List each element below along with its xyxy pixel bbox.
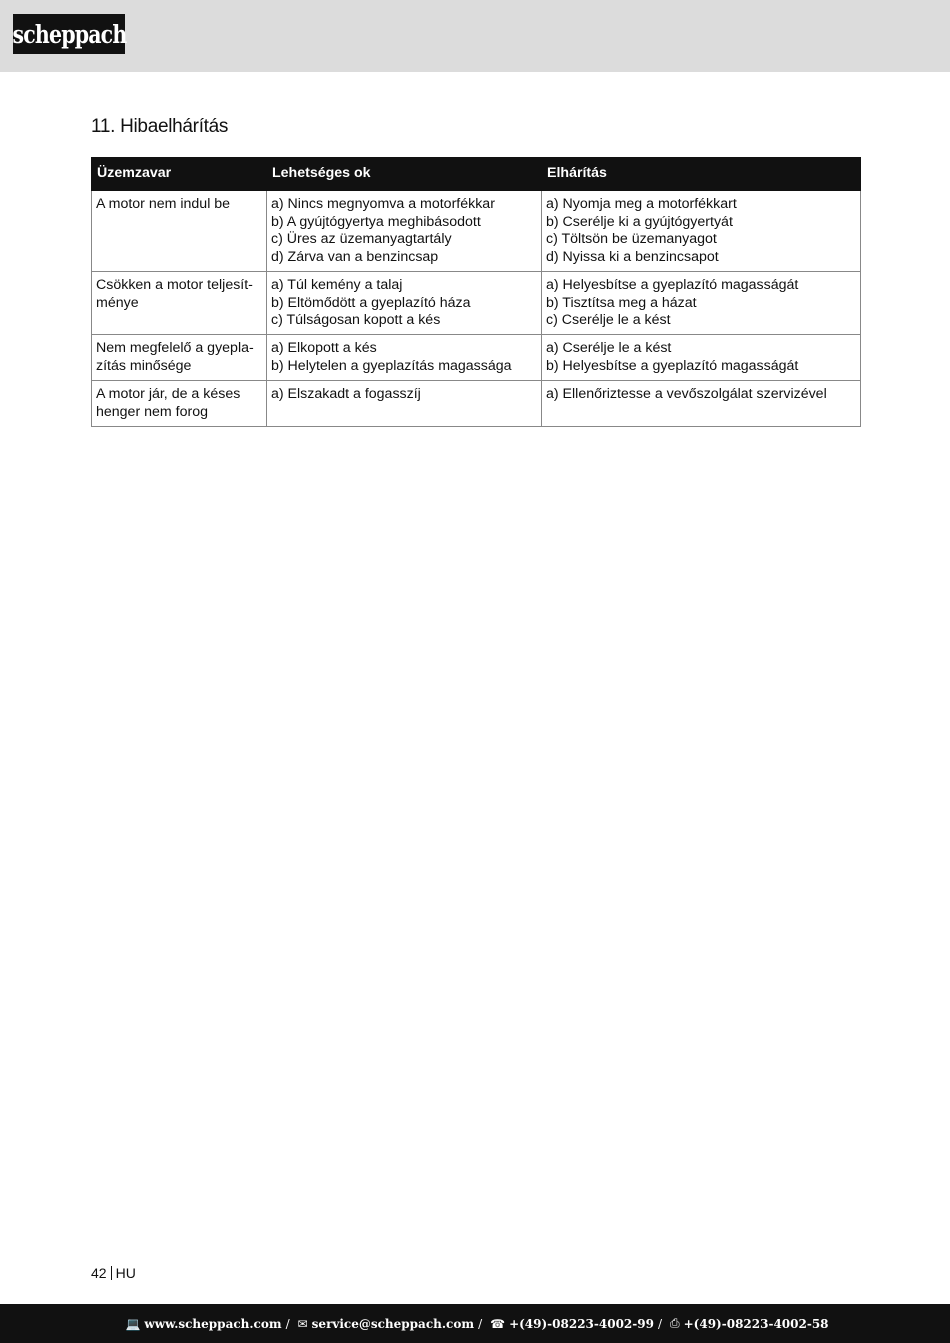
fax-icon: ⎙ — [670, 1316, 680, 1330]
remedy-cell — [542, 191, 861, 272]
remedy-cell — [542, 272, 861, 335]
cause-item: c) Üres az üzemanyagtartály — [271, 231, 452, 247]
table-row — [92, 191, 861, 272]
header-fault: Üzemzavar — [92, 158, 267, 191]
cause-item: b) Eltömődött a gyeplazító háza — [271, 294, 471, 311]
fault-cell — [92, 191, 267, 272]
fault-text: ménye — [96, 294, 139, 311]
contact-footer — [0, 1304, 950, 1343]
remedy-item: b) Tisztítsa meg a házat — [546, 294, 697, 311]
logo-text: scheppach — [12, 19, 126, 49]
remedy-cell — [542, 381, 861, 427]
website-link[interactable]: www.scheppach.com — [144, 1316, 282, 1331]
table-row — [92, 272, 861, 335]
remedy-item: a) Ellenőriztesse a vevőszolgálat szervizével — [546, 386, 827, 402]
cause-cell — [267, 335, 542, 381]
remedy-item: b) Cserélje ki a gyújtógyertyát — [546, 213, 733, 230]
page-number: 42 — [91, 1265, 107, 1281]
fault-text: Csökken a motor teljesít- — [96, 277, 253, 293]
mail-icon: ✉ — [297, 1316, 308, 1331]
header-cause: Lehetséges ok — [267, 158, 542, 191]
table-row — [92, 335, 861, 381]
remedy-item: c) Cserélje le a kést — [546, 312, 671, 328]
table-row — [92, 381, 861, 427]
cause-cell — [267, 191, 542, 272]
cause-item: a) Túl kemény a talaj — [271, 277, 403, 293]
cause-item: b) Helytelen a gyeplazítás magassága — [271, 357, 512, 374]
remedy-item: a) Cserélje le a kést — [546, 340, 672, 356]
fault-cell — [92, 381, 267, 427]
language-code: HU — [115, 1265, 136, 1281]
phone-number: +(49)-08223-4002-99 — [509, 1316, 654, 1331]
remedy-item: b) Helyesbítse a gyeplazító magasságát — [546, 357, 799, 374]
section-title: 11. Hibaelhárítás — [91, 116, 229, 137]
fault-text: henger nem forog — [96, 403, 208, 420]
phone-icon: ☎ — [490, 1316, 506, 1331]
remedy-item: a) Nyomja meg a motorfékkart — [546, 196, 737, 212]
cause-item: a) Elkopott a kés — [271, 340, 377, 356]
cause-cell — [267, 381, 542, 427]
separator-3: / — [657, 1316, 663, 1331]
fault-cell — [92, 335, 267, 381]
page-header — [0, 0, 950, 72]
fax-number: +(49)-08223-4002-58 — [683, 1316, 829, 1331]
cause-item: d) Zárva van a benzincsap — [271, 248, 439, 265]
cause-item: b) A gyújtógyertya meghibásodott — [271, 213, 481, 230]
laptop-icon: 💻 — [125, 1316, 141, 1331]
separator-2: / — [478, 1316, 483, 1331]
remedy-item: a) Helyesbítse a gyeplazító magasságát — [546, 277, 799, 293]
remedy-item: c) Töltsön be üzemanyagot — [546, 231, 717, 247]
fault-text: Nem megfelelő a gyepla- — [96, 340, 254, 356]
remedy-cell — [542, 335, 861, 381]
fault-text: A motor jár, de a késes — [96, 386, 241, 402]
page-number-label — [91, 1265, 136, 1281]
table-header-row — [92, 158, 861, 191]
fault-text: A motor nem indul be — [96, 196, 231, 212]
troubleshooting-table — [91, 157, 861, 427]
header-remedy: Elhárítás — [542, 158, 861, 191]
cause-item: a) Nincs megnyomva a motorfékkar — [271, 196, 495, 212]
cause-item: a) Elszakadt a fogasszíj — [271, 386, 421, 402]
fault-cell — [92, 272, 267, 335]
page-separator — [111, 1266, 112, 1280]
separator-1: / — [285, 1316, 290, 1331]
fault-text: zítás minősége — [96, 357, 192, 374]
remedy-item: d) Nyissa ki a benzincsapot — [546, 248, 719, 265]
cause-item: c) Túlságosan kopott a kés — [271, 312, 441, 328]
scheppach-logo — [13, 14, 125, 54]
cause-cell — [267, 272, 542, 335]
email-link[interactable]: service@scheppach.com — [311, 1316, 475, 1331]
